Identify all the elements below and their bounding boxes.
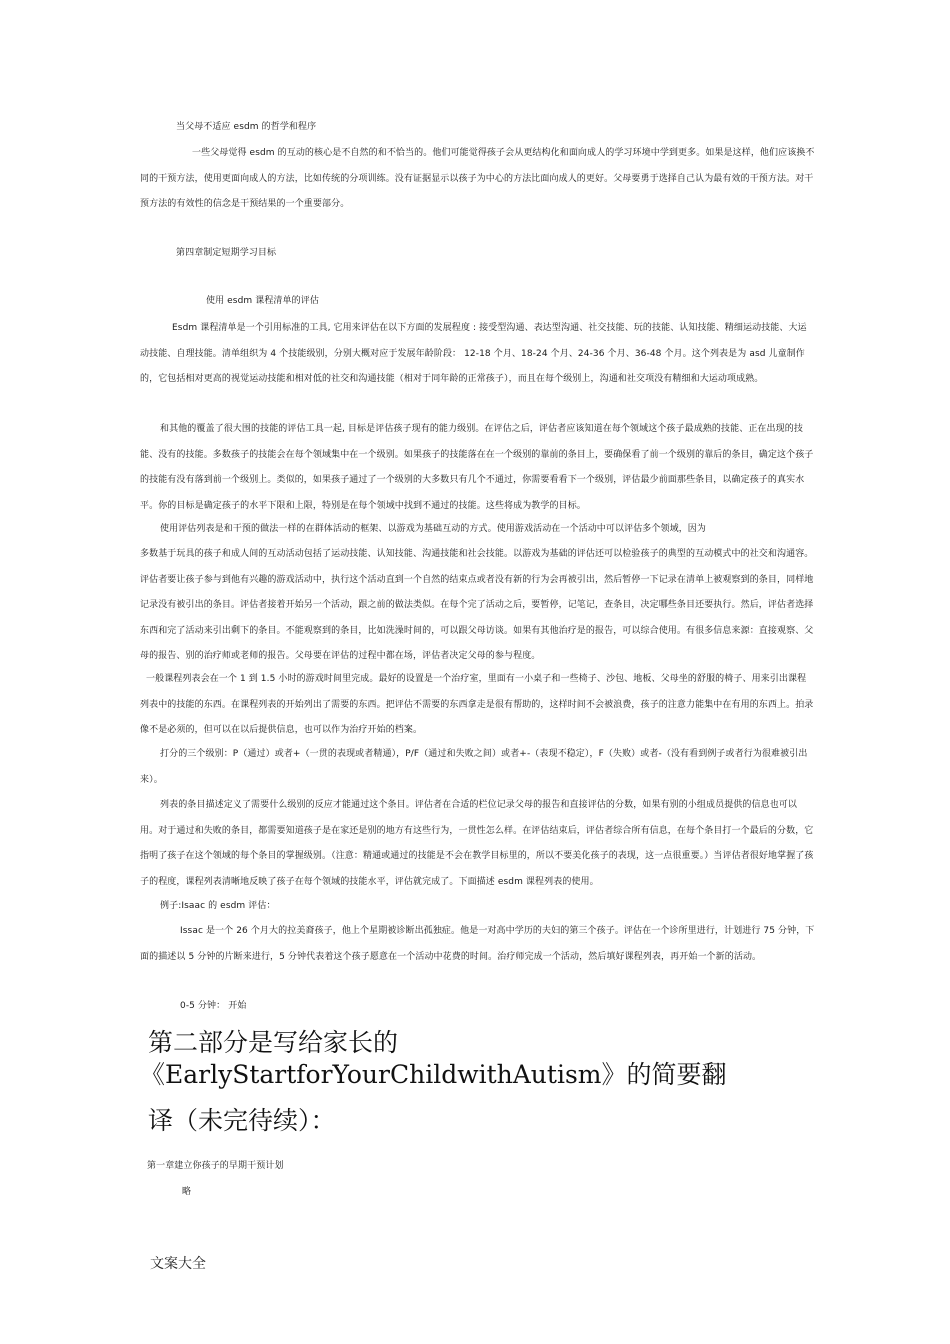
chapter-one-title: 第一章建立你孩子的早期干预计划 xyxy=(147,1161,284,1171)
paragraph-item-descriptions: 列表的条目描述定义了需要什么级别的反应才能通过这个条目。评估者在合适的栏位记录父母的报告和直接评估的分数，如果有别的小组成员提供的信息也可以用。对于通过和失败的条目，都需要知道孩子是在家还是别的地方有这些行为，一贯性怎么样。在评估结束后，评估者综合所有信息，在每个条目打一个最后的分数，它指明了孩子在这个领域的每个条目的掌握级别。（注意：精通或通过的技能是不会在教学目标里的，所以不要美化孩子的表现，这一点很重要。）当评估者很好地掌握了孩子的程度，课程列表清晰地反映了孩子在每个领域的技能水平，评估就完成了。下面描述 esdm 课程列表的使用。 xyxy=(140,800,814,887)
part-two-heading: 第二部分是写给家长的《EarlyStartforYourChildwithAutism》的简要翻 xyxy=(140,1028,727,1089)
time-segment-label: 0-5 分钟： 开始 xyxy=(180,1001,247,1011)
part-two-heading-continued: 译（未完待续）： xyxy=(148,1106,336,1135)
section-title: 当父母不适应 esdm 的哲学和程序 xyxy=(176,122,317,132)
paragraph-play-based-assessment: 多数基于玩具的孩子和成人间的互动活动包括了运动技能、认知技能、沟通技能和社会技能。以游戏为基础的评估还可以检验孩子的典型的互动模式中的社交和沟通容。评估者要让孩子参与到他有兴趣的游戏活动中，执行这个活动直到一个自然的结束点或者没有新的行为会再被引出，然后暂停一下记录在清单上被观察到的条目，同样地记录没有被引出的条目。评估者接着开始另一个活动，跟之前的做法类似。在每个完了活动之后，要暂停，记笔记，查条目，决定哪些条目还要执行。然后，评估者选择东西和完了活动来引出剩下的条目。不能观察到的条目，比如洗澡时间的，可以跟父母访谈。如果有其他治疗是的报告，可以综合使用。有很多信息来源：直接观察、父母的报告、别的治疗师或老师的报告。父母要在评估的过程中都在场，评估者决定父母的参与程度。 xyxy=(140,549,814,661)
paragraph-assessment-goal: 和其他的覆盖了很大围的技能的评估工具一起, 目标是评估孩子现有的能力级别。在评估之后，评估者应该知道在每个领域这个孩子最成熟的技能、正在出现的技能、没有的技能。多数孩子的技能会在每个领域集中在一个级别。如果孩子的技能落在在一个级别的靠前的条目上，要确保看了前一个级别的靠后的条目，确定这个孩子的技能有没有落到前一个级别上。类似的，如果孩子通过了一个级别的大多数只有几个不通过，你需要看看下一个级别，评估最少前面那些条目，以确定孩子的真实水平。你的目标是确定孩子的水平下限和上限，特别是在每个领域中找到不通过的技能。这些将成为教学的目标。 xyxy=(140,424,814,511)
paragraph-session-setting: 一般课程列表会在一个 1 到 1.5 小时的游戏时间里完成。最好的设置是一个治疗室，里面有一小桌子和一些椅子、沙包、地板、父母坐的舒服的椅子、用来引出课程列表中的技能的东西。在课程列表的开始列出了需要的东西。把评估不需要的东西拿走是很有帮助的，这样时间不会被浪费，孩子的注意力能集中在有用的东西上。拍录像不是必须的，但可以在以后提供信息，也可以作为治疗开始的档案。 xyxy=(140,674,814,735)
paragraph-play-based-intro: 使用评估列表是和干预的做法一样的在群体活动的框架、以游戏为基础互动的方式。使用游戏活动在一个活动中可以评估多个领域，因为 xyxy=(160,524,707,534)
omitted-note: 略 xyxy=(182,1187,192,1197)
paragraph-scoring-levels: 打分的三个级别：P（通过）或者+（一贯的表现或者精通），P/F（通过和失败之间）或者+-（表现不稳定），F（失败）或者-（没有看到例子或者行为很难被引出来）。 xyxy=(140,749,808,785)
paragraph-isaac-example: Issac 是一个 26 个月大的拉美裔孩子，他上个星期被诊断出孤独症。他是一对高中学历的夫妇的第三个孩子。评估在一个诊所里进行，计划进行 75 分钟，下面的描述以 5 分钟的片断来进行，5 分钟代表着这个孩子愿意在一个活动中花费的时间。治疗师完成一个活动，然后填好课程列表，再开始一个新的活动。 xyxy=(140,926,815,962)
subsection-title: 使用 esdm 课程清单的评估 xyxy=(206,296,319,306)
footer-watermark-text: 文案大全 xyxy=(150,1256,206,1272)
example-label: 例子:Isaac 的 esdm 评估： xyxy=(160,901,276,911)
paragraph-parent-fit: 一些父母觉得 esdm 的互动的核心是不自然的和不恰当的。他们可能觉得孩子会从更结构化和面向成人的学习环境中学到更多。如果是这样，他们应该换不同的干预方法，使用更面向成人的方法，比如传统的分项训练。没有证据显示以孩子为中心的方法比面向成人的更好。父母要勇于选择自己认为最有效的干预方法。对干预方法的有效性的信念是干预结果的一个重要部分。 xyxy=(140,148,815,209)
paragraph-curriculum-checklist: Esdm 课程清单是一个引用标准的工具, 它用来评估在以下方面的发展程度 : 接受型沟通、表达型沟通、社交技能、玩的技能、认知技能、精细运动技能、大运动技能、自理技能。清单组织为 4 个技能级别，分别大概对应于发展年龄阶段： 12-18 个月、18-24 个月、24-36 个月、36-48 个月。这个列表是为 asd 儿童制作的，它包括相对更高的视觉运动技能和相对低的社交和沟通技能（相对于同年龄的正常孩子），而且在每个级别上，沟通和社交项没有精细和大运动项成熟。 xyxy=(140,323,807,384)
chapter-four-title: 第四章制定短期学习目标 xyxy=(176,248,277,258)
